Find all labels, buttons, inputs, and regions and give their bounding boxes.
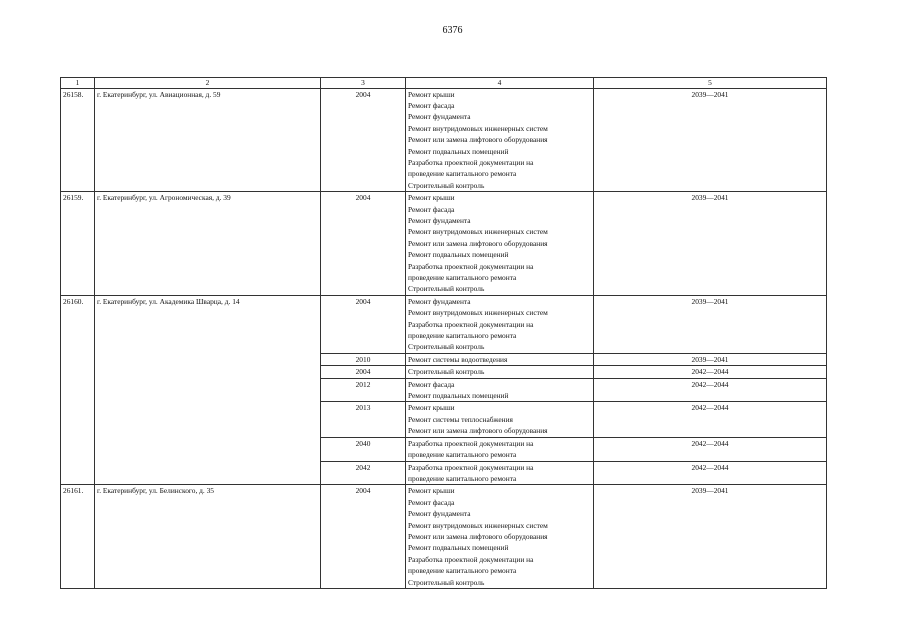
works-cell — [406, 437, 594, 461]
work-item: Ремонт крыши — [408, 403, 455, 413]
works-cell — [406, 378, 594, 402]
work-item: проведение капитального ремонта — [408, 331, 517, 341]
work-item: Ремонт крыши — [408, 486, 455, 496]
table-row — [61, 485, 827, 589]
works-cell — [406, 295, 594, 353]
work-item: проведение капитального ремонта — [408, 273, 517, 282]
work-item: Ремонт или замена лифтового оборудования — [408, 135, 548, 145]
work-item: Ремонт подвальных помещений — [408, 543, 509, 553]
work-item: Ремонт системы водоотведения — [408, 354, 508, 364]
period-cell: 2042—2044 — [594, 461, 827, 485]
house-number-cell: 26161. — [61, 485, 95, 589]
table-row — [61, 88, 827, 192]
work-item: Строительный контроль — [408, 367, 485, 377]
year-cell: 2004 — [321, 295, 406, 353]
year-cell: 2004 — [321, 485, 406, 589]
period-cell: 2042—2044 — [594, 366, 827, 378]
table-row — [61, 295, 827, 353]
works-cell — [406, 461, 594, 485]
period-cell: 2039—2041 — [594, 485, 827, 589]
period-cell: 2039—2041 — [594, 88, 827, 192]
work-item: проведение капитального ремонта — [408, 169, 517, 179]
works-cell — [406, 402, 594, 437]
table-header-row — [61, 78, 827, 89]
year-cell: 2012 — [321, 378, 406, 402]
year-cell: 2004 — [321, 366, 406, 378]
year-cell: 2040 — [321, 437, 406, 461]
work-item: Ремонт подвальных помещений — [408, 391, 509, 401]
page-number: 6376 — [442, 25, 463, 36]
works-cell — [406, 485, 594, 589]
period-cell: 2039—2041 — [594, 353, 827, 365]
work-item: Ремонт или замена лифтового оборудования — [408, 238, 548, 248]
work-item: Ремонт системы теплоснабжения — [408, 414, 513, 424]
column-header: 1 — [61, 78, 95, 89]
work-item: Разработка проектной документации на — [408, 157, 534, 167]
period-cell: 2042—2044 — [594, 378, 827, 402]
works-cell — [406, 353, 594, 365]
address-cell: г. Екатеринбург, ул. Академика Шварца, д. 14 — [95, 295, 321, 485]
work-item: Разработка проектной документации на — [408, 438, 534, 448]
work-item: Ремонт крыши — [408, 193, 455, 203]
period-cell: 2042—2044 — [594, 402, 827, 437]
work-item: проведение капитального ремонта — [408, 450, 517, 460]
work-item: Ремонт или замена лифтового оборудования — [408, 426, 548, 436]
house-number-cell: 26158. — [61, 88, 95, 192]
work-item: Строительный контроль — [408, 180, 485, 190]
column-header: 4 — [406, 78, 594, 89]
work-item: Ремонт фасада — [408, 100, 455, 110]
period-cell: 2042—2044 — [594, 437, 827, 461]
work-item: Ремонт фасада — [408, 497, 455, 507]
work-item: Строительный контроль — [408, 284, 485, 294]
work-item: Ремонт внутридомовых инженерных систем — [408, 520, 548, 530]
work-item: Разработка проектной документации на — [408, 462, 534, 472]
work-item: Ремонт фундамента — [408, 215, 471, 225]
column-header: 5 — [594, 78, 827, 89]
work-item: Ремонт или замена лифтового оборудования — [408, 531, 548, 541]
year-cell: 2004 — [321, 88, 406, 192]
period-cell: 2039—2041 — [594, 295, 827, 353]
year-cell: 2013 — [321, 402, 406, 437]
work-item: Ремонт фундамента — [408, 296, 471, 306]
work-item: Ремонт подвальных помещений — [408, 146, 509, 156]
address-cell: г. Екатеринбург, ул. Авиационная, д. 59 — [95, 88, 321, 192]
house-number-cell: 26160. — [61, 295, 95, 485]
year-cell: 2004 — [321, 192, 406, 296]
work-item: Ремонт фундамента — [408, 509, 471, 519]
work-item: проведение капитального ремонта — [408, 566, 517, 576]
address-cell: г. Екатеринбург, ул. Агрономическая, д. 39 — [95, 192, 321, 296]
table-body — [61, 88, 827, 588]
column-header: 2 — [95, 78, 321, 89]
work-item: Ремонт крыши — [408, 89, 455, 99]
work-item: Разработка проектной документации на — [408, 554, 534, 564]
year-cell: 2010 — [321, 353, 406, 365]
address-cell: г. Екатеринбург, ул. Белинского, д. 35 — [95, 485, 321, 589]
year-cell: 2042 — [321, 461, 406, 485]
work-item: Строительный контроль — [408, 577, 485, 587]
works-cell — [406, 366, 594, 378]
work-item: Ремонт внутридомовых инженерных систем — [408, 227, 548, 237]
work-item: Ремонт внутридомовых инженерных систем — [408, 123, 548, 133]
repair-schedule-table — [60, 77, 827, 589]
work-item: Строительный контроль — [408, 342, 485, 352]
work-item: Ремонт фасада — [408, 379, 455, 389]
work-item: Ремонт фасада — [408, 204, 455, 214]
work-item: Разработка проектной документации на — [408, 261, 534, 271]
table-row — [61, 192, 827, 296]
work-item: Ремонт фундамента — [408, 112, 471, 122]
works-cell — [406, 88, 594, 192]
column-header: 3 — [321, 78, 406, 89]
work-item: Разработка проектной документации на — [408, 319, 534, 329]
period-cell: 2039—2041 — [594, 192, 827, 296]
work-item: Ремонт внутридомовых инженерных систем — [408, 308, 548, 318]
works-cell — [406, 192, 594, 296]
work-item: Ремонт подвальных помещений — [408, 250, 509, 260]
work-item: проведение капитального ремонта — [408, 473, 517, 483]
house-number-cell: 26159. — [61, 192, 95, 296]
